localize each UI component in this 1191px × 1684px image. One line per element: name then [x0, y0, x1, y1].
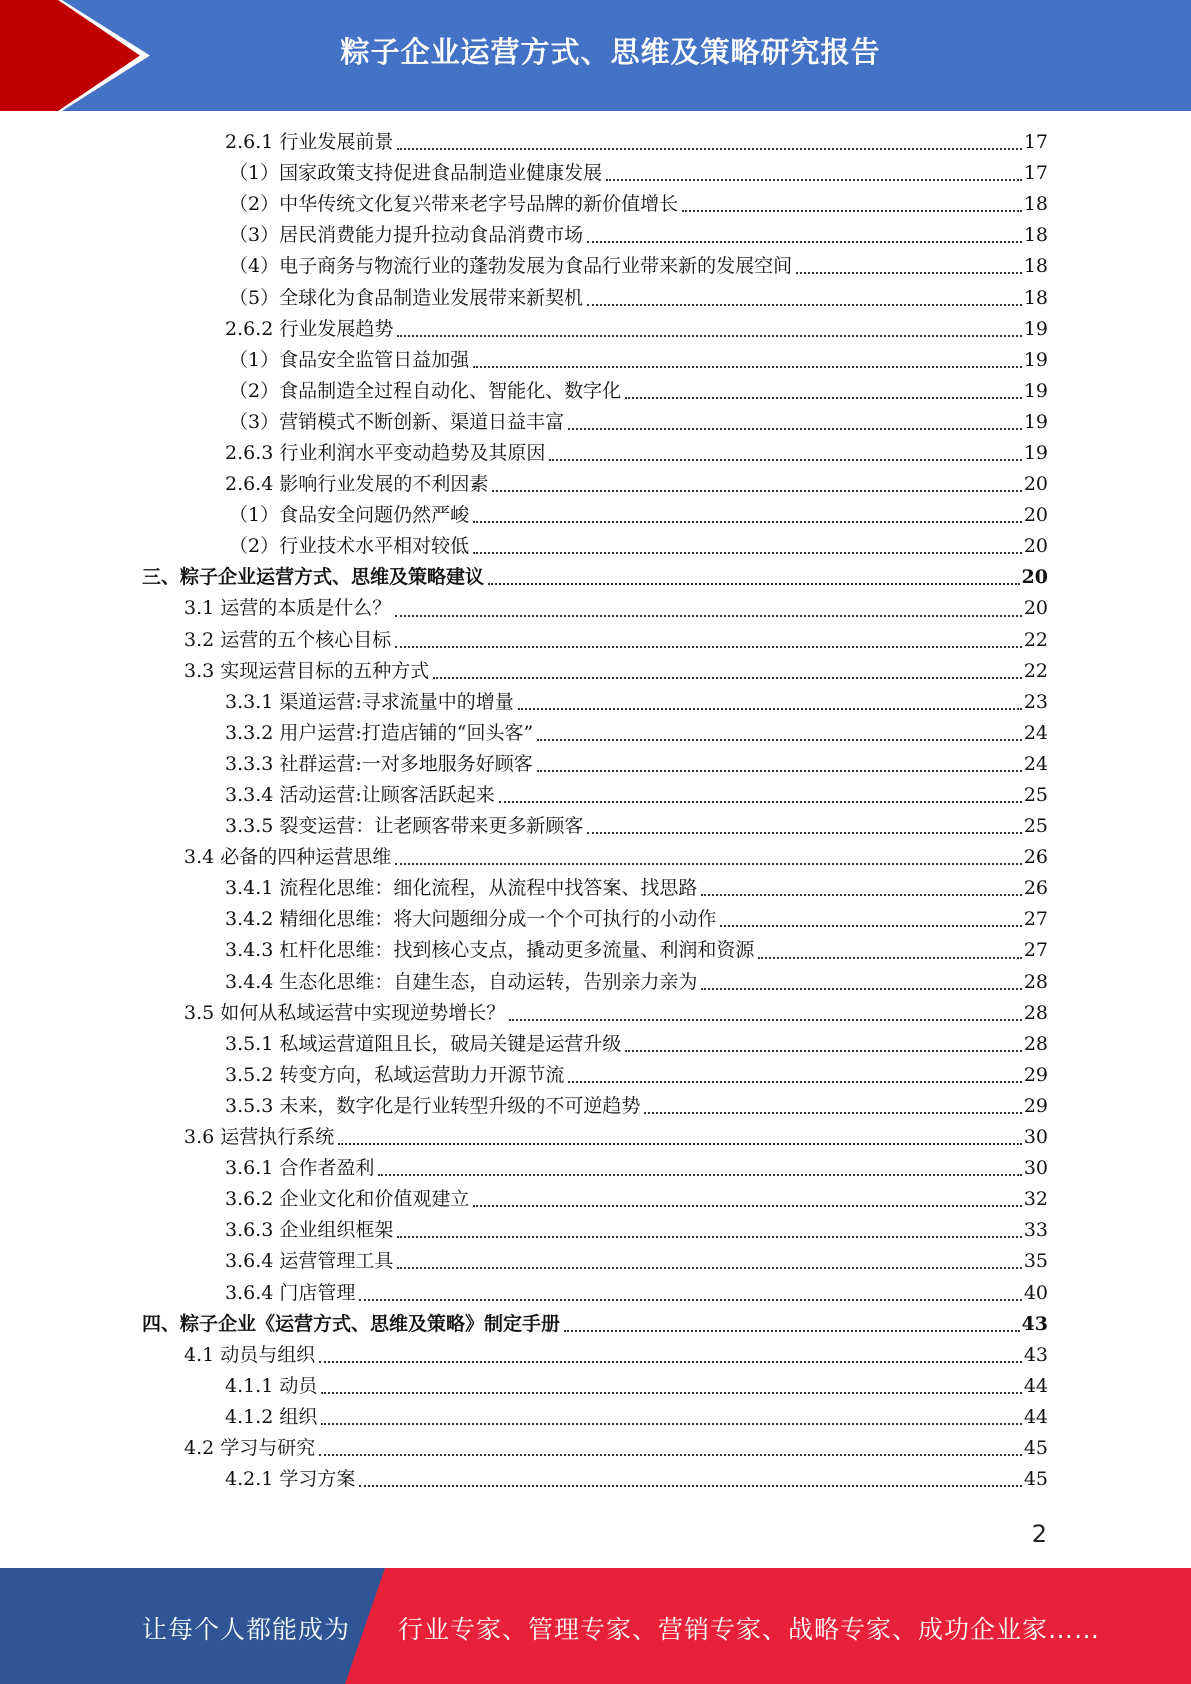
toc-entry[interactable]	[0, 1277, 1191, 1308]
toc-dot-leader	[587, 831, 1021, 834]
toc-dot-leader	[395, 862, 1022, 865]
toc-entry-number: 3.4.2	[225, 908, 274, 931]
toc-entry-number: 2.6.4	[225, 473, 274, 496]
toc-entry-title: 四、粽子企业《运营方式、思维及策略》制定手册	[142, 1312, 561, 1335]
toc-entry-page: 25	[1023, 784, 1048, 807]
toc-entry[interactable]	[0, 687, 1191, 718]
toc-entry[interactable]	[0, 1340, 1191, 1371]
footer-slogan-left: 让每个人都能成为	[142, 1615, 351, 1644]
toc-entry-title: 实现运营目标的五种方式	[220, 659, 430, 682]
toc-dot-leader	[568, 1080, 1021, 1083]
toc-dot-leader	[395, 645, 1022, 648]
toc-entry-title: 未来，数字化是行业转型升级的不可逆趋势	[279, 1094, 641, 1117]
toc-entry-number: 3.5.1	[225, 1032, 274, 1055]
toc-entry-title: 营销模式不断创新、渠道日益丰富	[279, 410, 565, 433]
toc-entry-title: 转变方向，私域运营助力开源节流	[279, 1063, 565, 1086]
toc-entry[interactable]	[0, 407, 1191, 438]
toc-entry-page: 29	[1023, 1063, 1048, 1086]
toc-entry-number: 3.5	[184, 1001, 215, 1024]
toc-dot-leader	[395, 614, 1022, 617]
toc-entry-number: 2.6.3	[225, 441, 274, 464]
toc-dot-leader	[359, 1298, 1021, 1301]
toc-dot-leader	[397, 147, 1021, 150]
toc-dot-leader	[378, 1173, 1021, 1176]
toc-entry-page: 29	[1023, 1094, 1048, 1117]
toc-entry[interactable]	[0, 127, 1191, 158]
toc-entry-number: 4.2	[184, 1436, 215, 1459]
toc-entry-title: 运营执行系统	[220, 1126, 335, 1149]
toc-entry[interactable]	[0, 935, 1191, 966]
toc-dot-leader	[509, 1018, 1022, 1021]
toc-entry-number: （3）	[229, 410, 280, 433]
toc-entry[interactable]	[0, 1153, 1191, 1184]
toc-dot-leader	[321, 1391, 1021, 1394]
toc-entry[interactable]	[0, 251, 1191, 282]
toc-entry-number: 2.6.2	[225, 317, 274, 340]
toc-entry-page: 44	[1023, 1374, 1048, 1397]
toc-entry-title: 杠杆化思维：找到核心支点，撬动更多流量、利润和资源	[279, 939, 755, 962]
toc-dot-leader	[473, 551, 1022, 554]
toc-entry[interactable]	[0, 1060, 1191, 1091]
footer-slogan-right: 行业专家、管理专家、营销专家、战略专家、成功企业家……	[398, 1615, 1101, 1644]
toc-entry-number: 3.5.3	[225, 1094, 274, 1117]
toc-entry-title: 居民消费能力提升拉动食品消费市场	[279, 224, 584, 247]
toc-entry-title: 食品安全监管日益加强	[279, 348, 470, 371]
toc-dot-leader	[321, 1422, 1021, 1425]
toc-entry-page: 44	[1023, 1405, 1048, 1428]
toc-entry[interactable]	[0, 1184, 1191, 1215]
toc-entry-title: 活动运营:让顾客活跃起来	[279, 784, 495, 807]
toc-entry-title: 精细化思维：将大问题细分成一个个可执行的小动作	[279, 908, 717, 931]
toc-entry-page: 17	[1023, 131, 1048, 154]
toc-dot-leader	[397, 334, 1021, 337]
toc-entry-title: 组织	[279, 1405, 318, 1428]
toc-entry[interactable]	[0, 1246, 1191, 1277]
toc-dot-leader	[625, 396, 1022, 399]
toc-entry[interactable]	[0, 220, 1191, 251]
toc-dot-leader	[397, 1266, 1021, 1269]
toc-entry[interactable]	[0, 1309, 1191, 1340]
toc-dot-leader	[537, 769, 1022, 772]
toc-entry-number: 4.1	[184, 1343, 215, 1366]
toc-entry-page: 28	[1023, 1032, 1048, 1055]
toc-entry-title: 运营的五个核心目标	[220, 628, 392, 651]
toc-entry-page: 35	[1023, 1250, 1048, 1273]
toc-entry-title: 行业技术水平相对较低	[279, 535, 470, 558]
toc-entry-title: 中华传统文化复兴带来老字号品牌的新价值增长	[279, 193, 679, 216]
toc-entry-number: （1）	[229, 504, 280, 527]
toc-entry-title: 渠道运营:寻求流量中的增量	[279, 690, 514, 713]
toc-entry-page: 43	[1021, 1312, 1048, 1335]
toc-entry-page: 18	[1023, 193, 1048, 216]
toc-entry[interactable]	[0, 873, 1191, 904]
toc-entry[interactable]	[0, 282, 1191, 313]
toc-entry-number: 3.4	[184, 846, 215, 869]
toc-entry-page: 26	[1023, 877, 1048, 900]
toc-entry[interactable]	[0, 438, 1191, 469]
toc-entry-page: 19	[1023, 317, 1048, 340]
toc-entry-number: 3.6.1	[225, 1157, 274, 1180]
toc-entry-number: 3.3.1	[225, 690, 274, 713]
toc-entry-page: 27	[1023, 939, 1048, 962]
toc-entry-page: 20	[1023, 504, 1048, 527]
toc-dot-leader	[319, 1453, 1022, 1456]
toc-entry-title: 影响行业发展的不利因素	[279, 473, 489, 496]
toc-entry-page: 25	[1023, 815, 1048, 838]
toc-dot-leader	[537, 738, 1022, 741]
toc-entry-page: 24	[1023, 752, 1048, 775]
toc-dot-leader	[397, 1235, 1021, 1238]
toc-entry-page: 23	[1023, 690, 1048, 713]
toc-entry-number: 3.5.2	[225, 1063, 274, 1086]
toc-dot-leader	[319, 1360, 1022, 1363]
toc-entry-number: 2.6.1	[225, 131, 274, 154]
toc-dot-leader	[338, 1142, 1022, 1145]
toc-entry-page: 26	[1023, 846, 1048, 869]
toc-entry-number: 3.3.5	[225, 815, 274, 838]
toc-entry-title: 国家政策支持促进食品制造业健康发展	[279, 162, 603, 185]
toc-entry-number: 3.3.4	[225, 784, 274, 807]
toc-dot-leader	[758, 956, 1021, 959]
toc-entry-number: 3.4.3	[225, 939, 274, 962]
toc-entry-page: 20	[1021, 566, 1048, 589]
toc-entry[interactable]	[0, 531, 1191, 562]
toc-entry[interactable]	[0, 376, 1191, 407]
toc-entry[interactable]	[0, 780, 1191, 811]
toc-entry-number: （2）	[229, 379, 280, 402]
toc-entry-number: 3.3	[184, 659, 215, 682]
toc-entry-page: 32	[1023, 1188, 1048, 1211]
toc-entry-title: 合作者盈利	[279, 1157, 375, 1180]
toc-dot-leader	[359, 1484, 1021, 1487]
toc-entry-title: 私域运营道阻且长，破局关键是运营升级	[279, 1032, 622, 1055]
toc-entry-title: 裂变运营：让老顾客带来更多新顾客	[279, 815, 584, 838]
toc-entry-page: 18	[1023, 286, 1048, 309]
toc-entry-number: （2）	[229, 535, 280, 558]
toc-dot-leader	[701, 893, 1021, 896]
toc-dot-leader	[549, 458, 1021, 461]
toc-entry-page: 22	[1023, 628, 1048, 651]
toc-entry-page: 20	[1023, 597, 1048, 620]
toc-entry[interactable]	[0, 500, 1191, 531]
toc-entry-title: 动员与组织	[220, 1343, 316, 1366]
toc-entry-page: 40	[1023, 1281, 1048, 1304]
table-of-contents	[0, 127, 1191, 1495]
toc-entry-number: （1）	[229, 162, 280, 185]
toc-dot-leader	[644, 1111, 1021, 1114]
toc-entry-title: 学习方案	[279, 1468, 356, 1491]
toc-entry-title: 全球化为食品制造业发展带来新契机	[279, 286, 584, 309]
toc-entry-number: （5）	[229, 286, 280, 309]
toc-entry-title: 如何从私域运营中实现逆势增长？	[220, 1001, 506, 1024]
toc-entry[interactable]	[0, 718, 1191, 749]
toc-entry[interactable]	[0, 1371, 1191, 1402]
toc-dot-leader	[625, 1049, 1021, 1052]
toc-entry[interactable]	[0, 904, 1191, 935]
toc-entry-title: 食品安全问题仍然严峻	[279, 504, 470, 527]
toc-entry-page: 24	[1023, 721, 1048, 744]
toc-entry[interactable]	[0, 625, 1191, 656]
toc-entry[interactable]	[0, 842, 1191, 873]
toc-entry-title: 运营的本质是什么？	[220, 597, 392, 620]
toc-entry[interactable]	[0, 189, 1191, 220]
toc-dot-leader	[473, 520, 1022, 523]
toc-entry-number: （4）	[229, 255, 280, 278]
footer-banner	[0, 1568, 1191, 1684]
toc-entry-number: 4.1.2	[225, 1405, 274, 1428]
toc-entry-number: 3.6.4	[225, 1281, 274, 1304]
toc-entry-number: 3.6.3	[225, 1219, 274, 1242]
toc-entry-title: 用户运营:打造店铺的“回头客”	[279, 721, 534, 744]
toc-entry-title: 行业发展前景	[279, 131, 394, 154]
toc-entry-page: 18	[1023, 224, 1048, 247]
toc-dot-leader	[488, 582, 1020, 585]
toc-dot-leader	[587, 240, 1022, 243]
toc-dot-leader	[587, 303, 1022, 306]
page-number: 2	[1031, 1520, 1047, 1548]
toc-entry[interactable]	[0, 593, 1191, 624]
toc-entry-number: 3.6.2	[225, 1188, 274, 1211]
toc-entry-page: 19	[1023, 410, 1048, 433]
toc-entry-page: 30	[1023, 1157, 1048, 1180]
toc-dot-leader	[492, 489, 1021, 492]
toc-entry-number: 3.4.1	[225, 877, 274, 900]
toc-entry[interactable]	[0, 314, 1191, 345]
toc-entry[interactable]	[0, 656, 1191, 687]
toc-entry-number: 3.3.2	[225, 721, 274, 744]
toc-entry[interactable]	[0, 562, 1191, 593]
toc-entry-number: 4.2.1	[225, 1468, 274, 1491]
toc-entry-number: 3.2	[184, 628, 215, 651]
toc-dot-leader	[720, 924, 1021, 927]
toc-entry-page: 18	[1023, 255, 1048, 278]
report-title: 粽子企业运营方式、思维及策略研究报告	[340, 35, 881, 69]
toc-entry-page: 45	[1023, 1468, 1048, 1491]
toc-entry[interactable]	[0, 1215, 1191, 1246]
toc-entry-page: 19	[1023, 441, 1048, 464]
toc-entry-page: 27	[1023, 908, 1048, 931]
toc-entry-number: 3.4.4	[225, 970, 274, 993]
toc-dot-leader	[473, 365, 1022, 368]
toc-entry[interactable]	[0, 345, 1191, 376]
toc-entry-page: 20	[1023, 473, 1048, 496]
toc-entry-page: 20	[1023, 535, 1048, 558]
toc-entry-title: 行业利润水平变动趋势及其原因	[279, 441, 546, 464]
toc-entry-title: 门店管理	[279, 1281, 356, 1304]
toc-entry-title: 动员	[279, 1374, 318, 1397]
toc-entry-page: 45	[1023, 1436, 1048, 1459]
toc-entry-title: 企业文化和价值观建立	[279, 1188, 470, 1211]
toc-entry-page: 19	[1023, 348, 1048, 371]
toc-dot-leader	[473, 1204, 1021, 1207]
toc-entry-page: 22	[1023, 659, 1048, 682]
toc-dot-leader	[682, 209, 1022, 212]
toc-dot-leader	[564, 1329, 1020, 1332]
toc-entry[interactable]	[0, 469, 1191, 500]
toc-dot-leader	[499, 800, 1022, 803]
toc-entry-page: 33	[1023, 1219, 1048, 1242]
toc-entry-title: 电子商务与物流行业的蓬勃发展为食品行业带来新的发展空间	[279, 255, 793, 278]
toc-entry-title: 食品制造全过程自动化、智能化、数字化	[279, 379, 622, 402]
report-header	[0, 0, 1191, 111]
toc-entry[interactable]	[0, 1029, 1191, 1060]
toc-entry-title: 行业发展趋势	[279, 317, 394, 340]
toc-entry-page: 28	[1023, 1001, 1048, 1024]
toc-entry[interactable]	[0, 1402, 1191, 1433]
toc-dot-leader	[701, 987, 1021, 990]
toc-entry-number: 3.1	[184, 597, 215, 620]
toc-entry-number: （3）	[229, 224, 280, 247]
toc-entry-page: 28	[1023, 970, 1048, 993]
toc-entry-number: 3.6.4	[225, 1250, 274, 1273]
toc-entry-page: 43	[1023, 1343, 1048, 1366]
toc-entry[interactable]	[0, 1091, 1191, 1122]
toc-entry-page: 17	[1023, 162, 1048, 185]
toc-entry[interactable]	[0, 1122, 1191, 1153]
toc-entry[interactable]	[0, 811, 1191, 842]
toc-entry-number: 3.6	[184, 1126, 215, 1149]
toc-dot-leader	[518, 707, 1022, 710]
toc-entry-number: （2）	[229, 193, 280, 216]
toc-entry-number: 4.1.1	[225, 1374, 274, 1397]
toc-entry-title: 流程化思维：细化流程，从流程中找答案、找思路	[279, 877, 698, 900]
toc-entry-number: （1）	[229, 348, 280, 371]
toc-entry[interactable]	[0, 967, 1191, 998]
toc-entry[interactable]	[0, 749, 1191, 780]
toc-entry-page: 19	[1023, 379, 1048, 402]
toc-entry-title: 社群运营:一对多地服务好顾客	[279, 752, 533, 775]
toc-dot-leader	[796, 271, 1022, 274]
toc-dot-leader	[568, 427, 1022, 430]
toc-entry[interactable]	[0, 1464, 1191, 1495]
toc-dot-leader	[433, 676, 1022, 679]
toc-dot-leader	[606, 178, 1022, 181]
toc-entry-title: 运营管理工具	[279, 1250, 394, 1273]
toc-entry-page: 30	[1023, 1126, 1048, 1149]
toc-entry-title: 必备的四种运营思维	[220, 846, 392, 869]
toc-entry-title: 学习与研究	[220, 1436, 316, 1459]
toc-entry-number: 3.3.3	[225, 752, 274, 775]
toc-entry-title: 生态化思维：自建生态，自动运转，告别亲力亲为	[279, 970, 698, 993]
toc-entry[interactable]	[0, 1433, 1191, 1464]
toc-entry-title: 企业组织框架	[279, 1219, 394, 1242]
toc-entry-title: 三、粽子企业运营方式、思维及策略建议	[142, 566, 485, 589]
toc-entry[interactable]	[0, 158, 1191, 189]
toc-entry[interactable]	[0, 998, 1191, 1029]
